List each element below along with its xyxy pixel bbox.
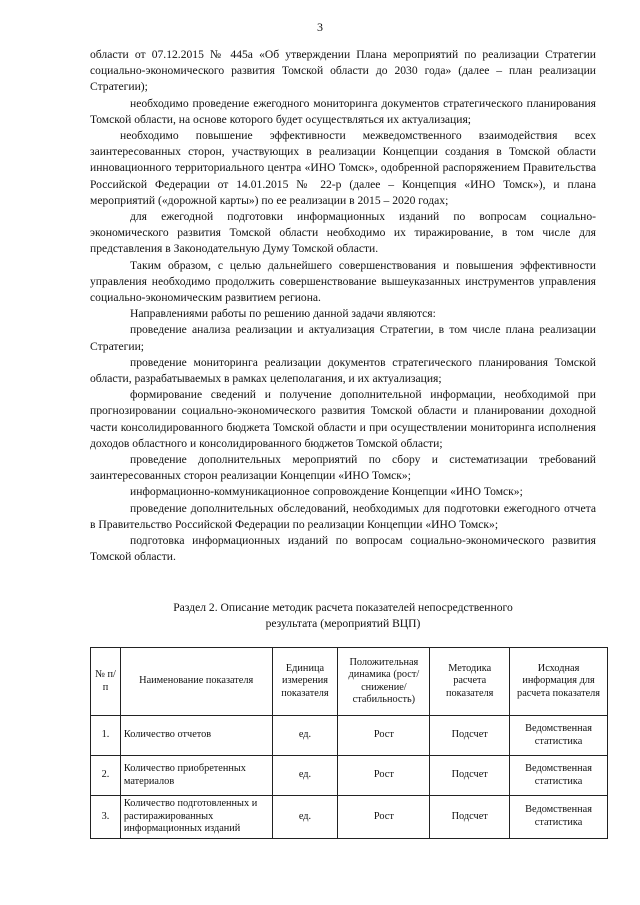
header-cell-dynamics: Положительная динамика (рост/снижение/ стабильность) bbox=[338, 648, 430, 716]
paragraph: проведение дополнительных обследований, необходимых для подготовки ежегодного отчета в Правительство Российской Федерации по реализации Концепции «ИНО Томск»; bbox=[90, 501, 596, 531]
paragraph: формирование сведений и получение дополнительной информации, необходимой при прогнозировании социально-экономического развития Томской области и планировании доходной части консолидированного бюджета Томской области и при осуществлении мониторинга исполнения доходов областного и консолидированного бюджетов Томской области; bbox=[90, 388, 596, 450]
header-cell-method: Методика расчета показателя bbox=[430, 648, 510, 716]
body-text bbox=[90, 47, 596, 566]
paragraph: необходимо проведение ежегодного мониторинга документов стратегического планирования Томской области, на основе которого будет осуществляться их актуализация; bbox=[90, 96, 596, 126]
header-cell-source: Исходная информация для расчета показателя bbox=[510, 648, 608, 716]
table-cell: ед. bbox=[272, 756, 338, 796]
header-cell-number: № п/п bbox=[91, 648, 121, 716]
table-cell: Подсчет bbox=[430, 796, 510, 839]
table-cell: Подсчет bbox=[430, 756, 510, 796]
table-cell: ед. bbox=[272, 716, 338, 756]
table-cell: Ведомственная статистика bbox=[510, 756, 608, 796]
section-title-line: результата (мероприятий ВЦП) bbox=[265, 617, 421, 630]
paragraph: проведение дополнительных мероприятий по сбору и систематизации требований заинтересованных сторон реализации Концепции «ИНО Томск»; bbox=[90, 453, 596, 483]
paragraph: Направлениями работы по решению данной задачи являются: bbox=[130, 307, 436, 321]
table-cell: 3. bbox=[91, 796, 121, 839]
table-cell: ед. bbox=[272, 796, 338, 839]
table-cell: Ведомственная статистика bbox=[510, 796, 608, 839]
table-row bbox=[91, 796, 608, 839]
paragraph: Таким образом, с целью дальнейшего совершенствования и повышения эффективности управления необходимо продолжить совершенствование вышеуказанных инструментов управления социально-экономическим развитием региона. bbox=[90, 258, 596, 305]
paragraph: информационно-коммуникационное сопровождение Концепции «ИНО Томск»; bbox=[130, 485, 523, 499]
header-cell-name: Наименование показателя bbox=[120, 648, 272, 716]
paragraph: проведение анализа реализации и актуализация Стратегии, в том числе плана реализации Стратегии; bbox=[90, 323, 596, 353]
table-cell: Количество подготовленных и растиражированных информационных изданий bbox=[120, 796, 272, 839]
table-row bbox=[91, 716, 608, 756]
table-cell: Количество отчетов bbox=[120, 716, 272, 756]
table-header-row bbox=[91, 648, 608, 716]
table-cell: Рост bbox=[338, 796, 430, 839]
section-title bbox=[90, 600, 596, 632]
table-cell: Рост bbox=[338, 756, 430, 796]
indicators-table bbox=[90, 647, 608, 839]
table-row bbox=[91, 756, 608, 796]
table-cell: 1. bbox=[91, 716, 121, 756]
header-cell-unit: Единица измерения показателя bbox=[272, 648, 338, 716]
table-cell: Количество приобретенных материалов bbox=[120, 756, 272, 796]
paragraph: проведение мониторинга реализации документов стратегического планирования Томской области, разрабатываемых в рамках целеполагания, и их актуализация; bbox=[90, 355, 596, 386]
table-cell: 2. bbox=[91, 756, 121, 796]
paragraph: необходимо повышение эффективности межведомственного взаимодействия всех заинтересованных сторон, участвующих в реализации Концепции создания в Томской области инновационного территориального центра «ИНО Томск», одобренной распоряжением Правительства Российской Федерации от 14.01.2015 № 22-р (далее – Концепция «ИНО Томск»), и плана мероприятий («дорожной карты») по ее реализации в 2015 – 2020 годах; bbox=[90, 129, 596, 207]
section-title-line: Раздел 2. Описание методик расчета показателей непосредственного bbox=[173, 601, 513, 614]
paragraph: области от 07.12.2015 № 445а «Об утверждении Плана мероприятий по реализации Стратегии социально-экономического развития Томской области до 2030 года» (далее – план реализации Стратегии); bbox=[90, 48, 596, 94]
page-number: 3 bbox=[317, 20, 323, 34]
table-cell: Рост bbox=[338, 716, 430, 756]
table-cell: Ведомственная статистика bbox=[510, 716, 608, 756]
paragraph: для ежегодной подготовки информационных изданий по вопросам социально-экономического развития Томской области необходимо их тиражирование, в том числе для представления в Законодательную Думу Томской области. bbox=[90, 210, 596, 256]
table-cell: Подсчет bbox=[430, 716, 510, 756]
paragraph: подготовка информационных изданий по вопросам социально-экономического развития Томской области. bbox=[90, 534, 596, 564]
